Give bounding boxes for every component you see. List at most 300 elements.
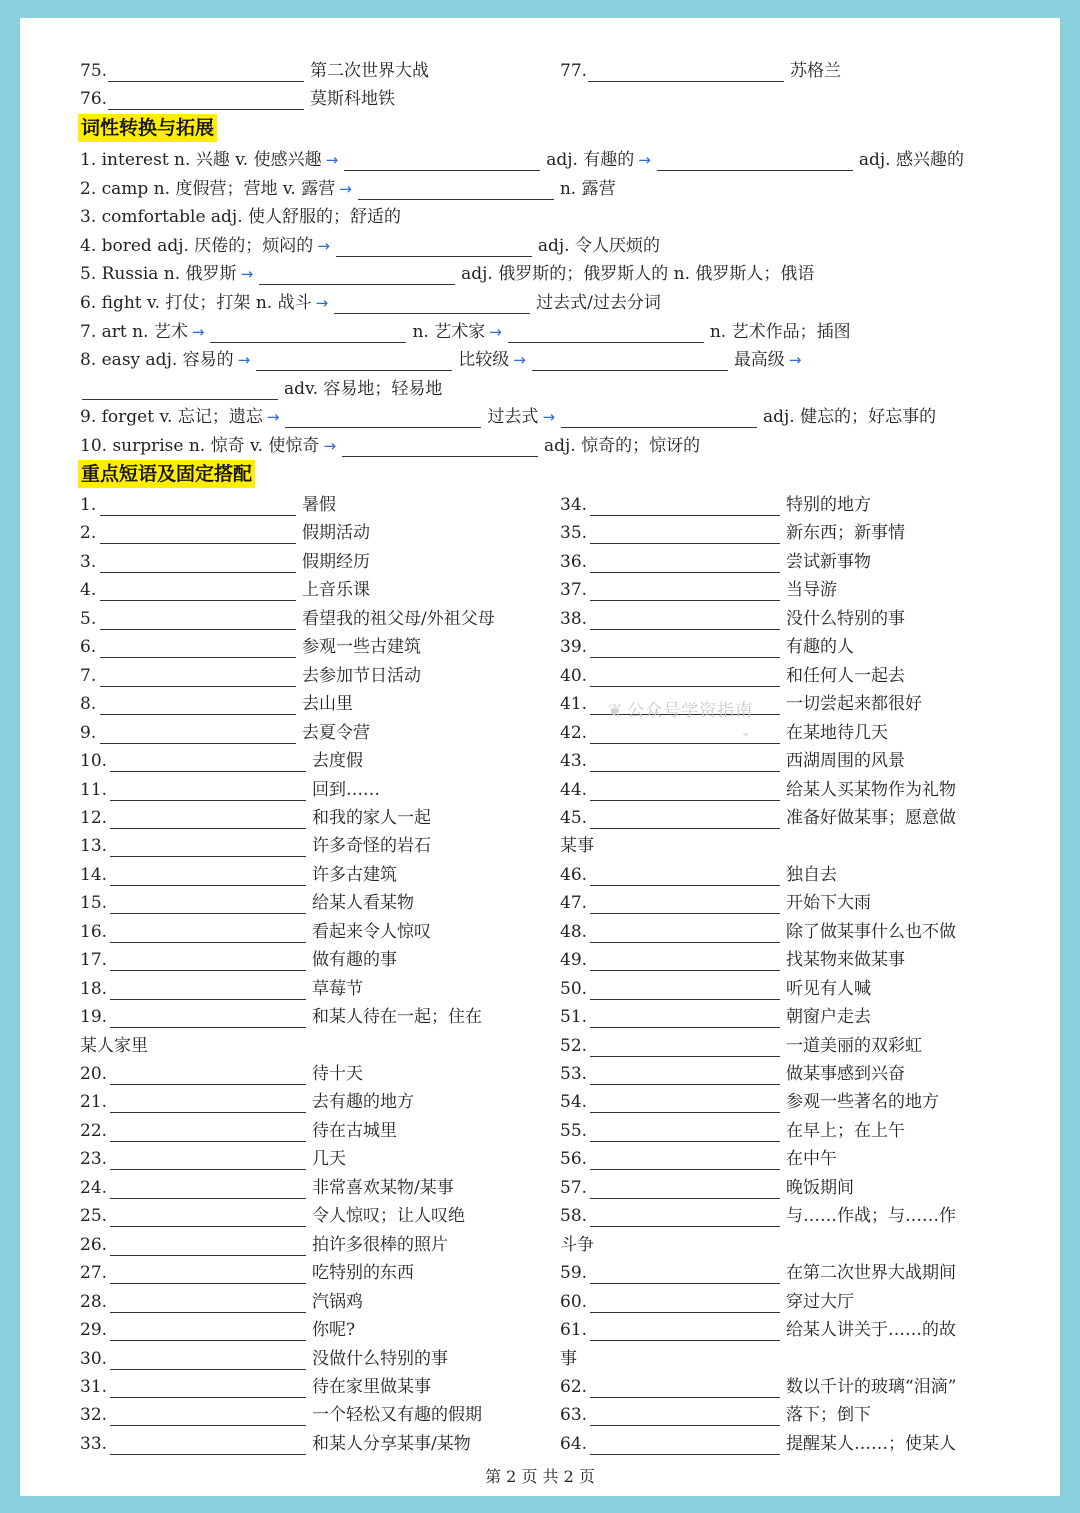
word-form-text: n. 艺术家 <box>412 321 486 342</box>
item-text: 去度假 <box>312 751 363 772</box>
item-number: 54. <box>560 1092 588 1113</box>
item-text: 没做什么特别的事 <box>312 1348 448 1369</box>
item-text: 令人惊叹；让人叹绝 <box>312 1206 465 1227</box>
answer-blank[interactable] <box>110 1436 306 1455</box>
item-number: 77. <box>560 61 588 81</box>
answer-blank[interactable] <box>110 895 306 914</box>
item-text: 没什么特别的事 <box>786 608 905 629</box>
item-text: 待十天 <box>312 1064 363 1084</box>
answer-blank[interactable] <box>110 1094 306 1113</box>
phrase-item <box>80 833 431 857</box>
item-text: 假期经历 <box>302 551 370 572</box>
item-text: 某事 <box>560 836 594 857</box>
phrase-item <box>560 1203 956 1227</box>
word-form-text: adj. 感兴趣的 <box>858 150 964 170</box>
answer-blank[interactable] <box>259 266 455 285</box>
item-number: 7. <box>80 665 97 686</box>
item-number: 50. <box>560 978 588 999</box>
item-text: 几天 <box>312 1149 346 1170</box>
arrow-icon: → <box>638 151 651 169</box>
item-number: 62. <box>560 1376 588 1397</box>
item-number: 75. <box>80 61 108 81</box>
answer-blank[interactable] <box>532 352 728 371</box>
item-text: 尝试新事物 <box>786 551 871 572</box>
word-form-text: adj. 俄罗斯的；俄罗斯人的 n. 俄罗斯人；俄语 <box>461 264 815 285</box>
item-number: 15. <box>80 893 108 914</box>
phrase-item <box>560 890 871 914</box>
item-text: 和我的家人一起 <box>312 807 431 828</box>
word-form-text: 过去式/过去分词 <box>536 293 661 313</box>
arrow-icon: → <box>788 351 802 370</box>
item-text: 上音乐课 <box>302 580 370 601</box>
arrow-icon: → <box>240 265 254 284</box>
item-text: 与……作战；与……作 <box>786 1206 956 1227</box>
answer-blank[interactable] <box>110 1294 306 1313</box>
phrase-item <box>80 1004 482 1028</box>
phrase-item <box>80 748 363 772</box>
phrase-item <box>80 86 395 110</box>
watermark: ❦ 公众号学资指南 <box>608 701 754 721</box>
answer-blank[interactable] <box>561 409 757 428</box>
word-form-text: adj. 健忘的；好忘事的 <box>763 407 937 428</box>
word-form-text: adj. 有趣的 <box>546 150 635 170</box>
answer-blank[interactable] <box>508 324 704 343</box>
item-number: 76. <box>80 89 108 109</box>
item-text: 回到…… <box>312 779 380 800</box>
phrase-item <box>80 1402 482 1426</box>
answer-blank[interactable] <box>110 1180 306 1199</box>
phrase-item <box>80 1033 148 1057</box>
answer-blank[interactable] <box>590 639 780 658</box>
answer-blank[interactable] <box>590 782 780 801</box>
item-text: 落下；倒下 <box>786 1405 871 1426</box>
item-text: 一个轻松又有趣的假期 <box>312 1405 482 1426</box>
item-number: 11. <box>80 779 108 800</box>
item-number: 27. <box>80 1263 108 1284</box>
word-form-text: adv. 容易地；轻易地 <box>284 378 443 399</box>
item-text: 拍许多很棒的照片 <box>312 1234 448 1255</box>
item-text: 晚饭期间 <box>786 1177 854 1198</box>
answer-blank[interactable] <box>100 497 296 516</box>
section-title-phrases: 重点短语及固定搭配 <box>78 460 255 488</box>
item-number: 53. <box>560 1064 588 1084</box>
word-form-line <box>80 433 700 457</box>
phrase-item <box>560 1232 594 1256</box>
answer-blank[interactable] <box>110 810 306 829</box>
item-number: 14. <box>80 864 108 885</box>
answer-blank[interactable] <box>590 867 780 886</box>
phrase-item <box>560 1175 854 1199</box>
answer-blank[interactable] <box>108 63 304 82</box>
item-text: 去山里 <box>302 694 353 715</box>
arrow-icon: → <box>489 322 502 341</box>
answer-blank[interactable] <box>82 381 278 400</box>
answer-blank[interactable] <box>100 582 296 601</box>
word-form-line <box>80 233 660 257</box>
phrase-item <box>80 1203 465 1227</box>
item-text: 数以千计的玻璃“泪滴” <box>786 1376 957 1397</box>
arrow-icon: → <box>325 151 339 169</box>
arrow-icon: → <box>513 351 526 370</box>
item-number: 1. <box>80 495 97 515</box>
answer-blank[interactable] <box>334 295 530 314</box>
item-number: 25. <box>80 1206 108 1227</box>
section-title-word-forms: 词性转换与拓展 <box>78 114 217 142</box>
item-text: 斗争 <box>560 1234 594 1255</box>
word-form-text: 最高级 <box>733 350 785 371</box>
phrase-item <box>80 1118 397 1142</box>
answer-blank[interactable] <box>110 867 306 886</box>
item-text: 给某人买某物作为礼物 <box>786 779 956 800</box>
phrase-item <box>560 720 888 744</box>
answer-blank[interactable] <box>100 611 296 630</box>
phrase-item <box>560 1033 922 1057</box>
arrow-icon: → <box>317 236 330 255</box>
word-form-line <box>80 404 936 428</box>
phrase-item <box>560 1061 905 1085</box>
answer-blank[interactable] <box>590 1151 780 1170</box>
item-text: 找某物来做某事 <box>786 950 905 971</box>
item-text: 和任何人一起去 <box>786 665 905 686</box>
phrase-item <box>80 58 429 82</box>
word-form-text: 4. bored adj. 厌倦的；烦闷的 <box>80 235 314 256</box>
phrase-item <box>80 919 431 943</box>
answer-blank[interactable] <box>590 668 780 687</box>
item-text: 某人家里 <box>80 1035 148 1056</box>
item-text: 待在家里做某事 <box>312 1376 431 1397</box>
answer-blank[interactable] <box>657 152 853 171</box>
item-text: 非常喜欢某物/某事 <box>312 1177 454 1198</box>
arrow-icon: → <box>542 408 556 427</box>
phrase-item <box>560 606 905 630</box>
word-form-line <box>80 347 805 371</box>
item-number: 33. <box>80 1433 108 1454</box>
item-text: 参观一些著名的地方 <box>786 1092 939 1113</box>
answer-blank[interactable] <box>590 952 780 971</box>
item-number: 6. <box>80 637 97 658</box>
word-form-text: 1. interest n. 兴趣 v. 使感兴趣 <box>80 150 322 170</box>
phrase-item <box>80 1374 431 1398</box>
answer-blank[interactable] <box>590 611 780 630</box>
word-form-text: 9. forget v. 忘记；遗忘 <box>80 407 263 428</box>
item-text: 开始下大雨 <box>786 893 871 914</box>
item-number: 4. <box>80 580 97 601</box>
item-text: 给某人看某物 <box>312 893 414 914</box>
item-number: 42. <box>560 722 588 743</box>
word-form-line <box>80 147 964 171</box>
item-number: 3. <box>80 551 97 572</box>
item-text: 假期活动 <box>302 523 370 544</box>
item-text: 吃特别的东西 <box>312 1263 414 1284</box>
answer-blank[interactable] <box>110 1151 306 1170</box>
worksheet-page <box>20 18 1060 1496</box>
item-text: 独自去 <box>786 864 837 885</box>
word-form-text: 2. camp n. 度假营；营地 v. 露营 <box>80 178 336 199</box>
phrase-item <box>560 1374 956 1398</box>
answer-blank[interactable] <box>110 1208 306 1227</box>
item-text: 去参加节日活动 <box>302 665 421 686</box>
phrase-item <box>80 1431 471 1455</box>
item-number: 37. <box>560 580 588 601</box>
word-form-text: 比较级 <box>458 350 510 371</box>
phrase-item <box>80 720 370 744</box>
phrase-item <box>560 663 905 687</box>
answer-blank[interactable] <box>590 554 780 573</box>
item-number: 44. <box>560 779 588 800</box>
answer-blank[interactable] <box>110 1407 306 1426</box>
phrase-item <box>80 777 380 801</box>
phrase-item <box>80 1346 448 1370</box>
item-text: 和某人待在一起；住在 <box>312 1007 482 1028</box>
item-number: 39. <box>560 637 588 658</box>
item-text: 苏格兰 <box>790 61 841 81</box>
item-number: 36. <box>560 551 588 572</box>
answer-blank[interactable] <box>590 1322 780 1341</box>
phrase-item <box>560 919 956 943</box>
answer-blank[interactable] <box>110 1322 306 1341</box>
answer-blank[interactable] <box>110 924 306 943</box>
item-number: 30. <box>80 1348 108 1369</box>
word-form-text: adj. 惊奇的；惊讶的 <box>544 436 701 456</box>
phrase-item <box>80 577 370 601</box>
answer-blank[interactable] <box>590 582 780 601</box>
item-text: 你呢? <box>312 1320 356 1341</box>
word-form-text: 10. surprise n. 惊奇 v. 使惊奇 <box>80 436 320 456</box>
item-text: 做某事感到兴奋 <box>786 1064 905 1084</box>
item-number: 64. <box>560 1433 588 1454</box>
item-number: 18. <box>80 978 108 999</box>
item-number: 13. <box>80 836 108 857</box>
phrase-item <box>80 634 421 658</box>
answer-blank[interactable] <box>110 1123 306 1142</box>
item-text: 新东西；新事情 <box>786 523 905 544</box>
answer-blank[interactable] <box>590 924 780 943</box>
item-text: 西湖周围的风景 <box>786 751 905 772</box>
word-form-text: n. 露营 <box>559 178 616 199</box>
arrow-icon: → <box>323 437 337 455</box>
phrase-item <box>560 805 956 829</box>
phrase-item <box>560 549 871 573</box>
item-text: 在第二次世界大战期间 <box>786 1263 956 1284</box>
answer-blank[interactable] <box>590 1123 780 1142</box>
item-number: 41. <box>560 694 588 715</box>
answer-blank[interactable] <box>110 782 306 801</box>
answer-blank[interactable] <box>590 1379 780 1398</box>
item-text: 莫斯科地铁 <box>310 89 395 109</box>
item-text: 特别的地方 <box>786 495 871 515</box>
word-form-line <box>80 176 616 200</box>
arrow-icon: → <box>191 322 205 341</box>
phrase-item <box>80 1289 363 1313</box>
word-form-text: 过去式 <box>487 407 539 428</box>
phrase-item <box>560 862 837 886</box>
phrase-item <box>560 1317 956 1341</box>
answer-blank[interactable] <box>110 1379 306 1398</box>
item-number: 31. <box>80 1376 108 1397</box>
answer-blank[interactable] <box>285 409 481 428</box>
phrase-item <box>560 577 837 601</box>
item-text: 许多古建筑 <box>312 864 397 885</box>
item-text: 事 <box>560 1348 577 1369</box>
answer-blank[interactable] <box>590 1265 780 1284</box>
item-number: 47. <box>560 893 588 914</box>
item-number: 23. <box>80 1149 108 1170</box>
answer-blank[interactable] <box>100 668 296 687</box>
item-text: 待在古城里 <box>312 1120 397 1141</box>
answer-blank[interactable] <box>590 753 780 772</box>
answer-blank[interactable] <box>590 525 780 544</box>
phrase-item <box>560 520 905 544</box>
item-number: 29. <box>80 1320 108 1341</box>
page-footer: 第 2 页 共 2 页 <box>485 1467 595 1486</box>
answer-blank[interactable] <box>588 63 784 82</box>
item-text: 许多奇怪的岩石 <box>312 836 431 857</box>
item-text: 朝窗户走去 <box>786 1007 871 1028</box>
phrase-item <box>80 549 370 573</box>
item-number: 57. <box>560 1177 588 1198</box>
item-text: 在中午 <box>786 1149 837 1170</box>
phrase-item <box>80 1317 355 1341</box>
phrase-item <box>560 492 871 516</box>
answer-blank[interactable] <box>590 810 780 829</box>
word-form-line <box>80 319 851 343</box>
answer-blank[interactable] <box>110 1265 306 1284</box>
answer-blank[interactable] <box>590 1208 780 1227</box>
phrase-item <box>80 606 495 630</box>
phrase-item <box>560 1089 939 1113</box>
item-text: 参观一些古建筑 <box>302 637 421 658</box>
item-text: 在某地待几天 <box>786 722 888 743</box>
answer-blank[interactable] <box>590 497 780 516</box>
phrase-item <box>560 833 594 857</box>
item-text: 做有趣的事 <box>312 950 397 971</box>
item-number: 17. <box>80 950 108 971</box>
answer-blank[interactable] <box>110 952 306 971</box>
word-form-line <box>80 290 661 314</box>
answer-blank[interactable] <box>590 1094 780 1113</box>
answer-blank[interactable] <box>110 753 306 772</box>
word-form-text: 3. comfortable adj. 使人舒服的；舒适的 <box>80 207 401 228</box>
item-text: 提醒某人……；使某人 <box>786 1433 956 1454</box>
answer-blank[interactable] <box>336 238 532 257</box>
item-number: 63. <box>560 1405 588 1426</box>
answer-blank[interactable] <box>110 981 306 1000</box>
item-text: 听见有人喊 <box>786 978 871 999</box>
answer-blank[interactable] <box>110 1237 306 1256</box>
answer-blank[interactable] <box>256 352 452 371</box>
item-text: 一切尝起来都很好 <box>786 694 922 715</box>
phrase-item <box>560 634 854 658</box>
watermark-chevron-icon: ⌄ <box>740 724 752 740</box>
answer-blank[interactable] <box>342 438 538 457</box>
phrase-item <box>560 976 871 1000</box>
phrase-item <box>560 58 841 82</box>
item-text: 穿过大厅 <box>786 1291 854 1312</box>
answer-blank[interactable] <box>100 525 296 544</box>
item-text: 汽锅鸡 <box>312 1291 363 1312</box>
item-number: 48. <box>560 921 588 942</box>
item-number: 35. <box>560 523 588 544</box>
answer-blank[interactable] <box>100 639 296 658</box>
item-number: 16. <box>80 921 108 942</box>
item-number: 43. <box>560 751 588 772</box>
arrow-icon: → <box>237 351 251 370</box>
phrase-item <box>560 1260 956 1284</box>
item-number: 21. <box>80 1092 108 1113</box>
word-form-text: 5. Russia n. 俄罗斯 <box>80 264 237 285</box>
answer-blank[interactable] <box>590 1038 780 1057</box>
item-text: 暑假 <box>302 495 336 515</box>
item-text: 在早上；在上午 <box>786 1120 905 1141</box>
answer-blank[interactable] <box>358 181 554 200</box>
answer-blank[interactable] <box>590 1009 780 1028</box>
item-number: 9. <box>80 722 97 743</box>
phrase-item <box>80 1061 363 1085</box>
phrase-item <box>80 1232 448 1256</box>
answer-blank[interactable] <box>590 981 780 1000</box>
item-number: 2. <box>80 523 97 544</box>
item-text: 除了做某事什么也不做 <box>786 921 956 942</box>
phrase-item <box>560 1431 956 1455</box>
phrase-item <box>560 1346 577 1370</box>
item-number: 49. <box>560 950 588 971</box>
phrase-item <box>80 947 397 971</box>
item-text: 一道美丽的双彩虹 <box>786 1035 922 1056</box>
arrow-icon: → <box>266 408 280 427</box>
answer-blank[interactable] <box>110 1066 306 1085</box>
item-number: 22. <box>80 1120 108 1141</box>
answer-blank[interactable] <box>590 1294 780 1313</box>
answer-blank[interactable] <box>110 1009 306 1028</box>
word-form-text: 7. art n. 艺术 <box>80 321 188 342</box>
item-number: 12. <box>80 807 108 828</box>
item-number: 40. <box>560 665 588 686</box>
word-form-line <box>80 204 401 228</box>
item-number: 24. <box>80 1177 108 1198</box>
item-number: 20. <box>80 1064 108 1084</box>
answer-blank[interactable] <box>590 1436 780 1455</box>
phrase-item <box>560 1289 854 1313</box>
item-text: 看起来令人惊叹 <box>312 921 431 942</box>
answer-blank[interactable] <box>108 91 304 110</box>
item-text: 当导游 <box>786 580 837 601</box>
phrase-item <box>80 1146 346 1170</box>
answer-blank[interactable] <box>590 1066 780 1085</box>
answer-blank[interactable] <box>590 1180 780 1199</box>
answer-blank[interactable] <box>110 1351 306 1370</box>
word-form-text: n. 艺术作品；插图 <box>709 321 851 342</box>
item-text: 看望我的祖父母/外祖父母 <box>302 608 495 629</box>
word-form-line <box>80 261 814 285</box>
item-number: 32. <box>80 1405 108 1426</box>
answer-blank[interactable] <box>110 838 306 857</box>
answer-blank[interactable] <box>344 152 540 171</box>
answer-blank[interactable] <box>590 1407 780 1426</box>
answer-blank[interactable] <box>210 324 406 343</box>
phrase-item <box>80 691 353 715</box>
item-number: 56. <box>560 1149 588 1170</box>
answer-blank[interactable] <box>100 725 296 744</box>
arrow-icon: → <box>315 294 329 312</box>
answer-blank[interactable] <box>590 895 780 914</box>
answer-blank[interactable] <box>100 554 296 573</box>
word-form-text: 8. easy adj. 容易的 <box>80 350 234 371</box>
item-number: 55. <box>560 1120 588 1141</box>
item-number: 46. <box>560 864 588 885</box>
answer-blank[interactable] <box>100 696 296 715</box>
item-text: 给某人讲关于……的故 <box>786 1320 956 1341</box>
phrase-item <box>80 663 421 687</box>
